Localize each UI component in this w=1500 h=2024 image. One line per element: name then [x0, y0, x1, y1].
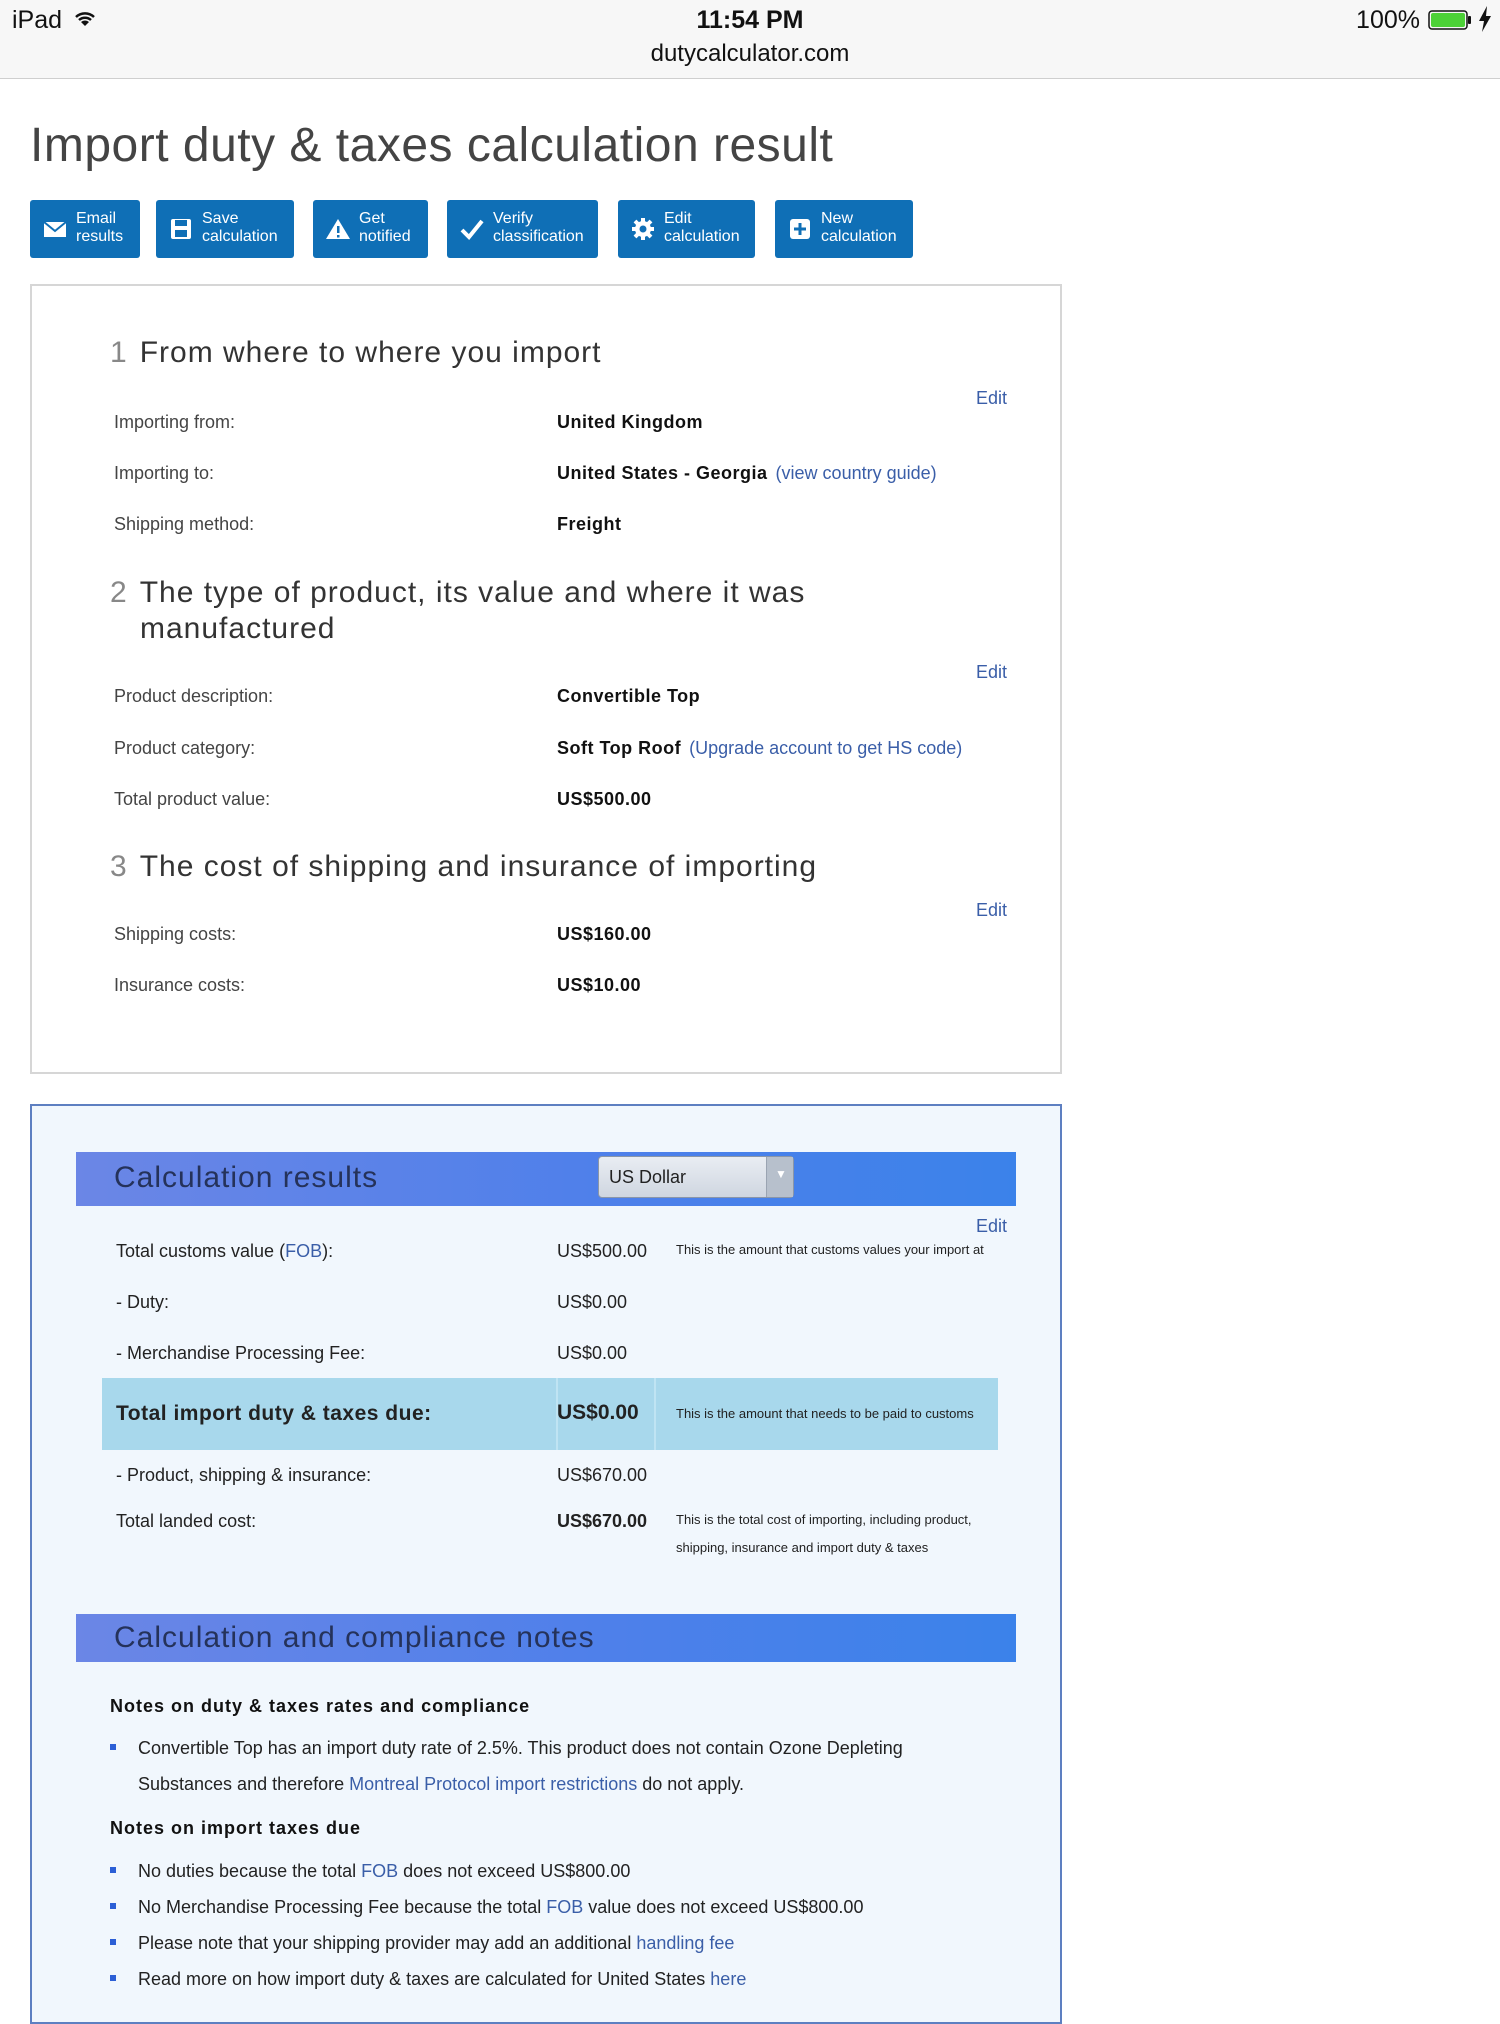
product-shipping-insurance-label: - Product, shipping & insurance:: [116, 1465, 372, 1485]
charging-bolt-icon: [1478, 6, 1492, 32]
chevron-down-icon: ▼: [766, 1157, 793, 1197]
total-product-value: US$500.00: [557, 789, 652, 809]
results-title: Calculation results: [114, 1161, 379, 1194]
fob-link[interactable]: FOB: [361, 1861, 399, 1881]
verify-classification-button[interactable]: [447, 200, 598, 258]
results-header-band: [76, 1152, 1016, 1206]
note-item-no-duties: No duties because the total FOB does not exceed US$800.00: [138, 1861, 631, 1881]
page-title: Import duty & taxes calculation result: [30, 119, 834, 173]
shipping-costs-label: Shipping costs:: [114, 924, 237, 944]
battery-percent: 100%: [1356, 6, 1420, 34]
address-bar[interactable]: dutycalculator.com: [650, 40, 850, 67]
read-more-here-link[interactable]: here: [710, 1969, 747, 1989]
customs-value: US$500.00: [557, 1241, 648, 1261]
section-1-heading: 1 From where to where you import: [110, 336, 602, 369]
verify-classification-label: Verify classification: [493, 210, 584, 245]
bullet-marker: [110, 1975, 116, 1981]
customs-value-label: Total customs value (FOB):: [116, 1241, 334, 1261]
section-3-heading: 3 The cost of shipping and insurance of importing: [110, 850, 818, 883]
product-shipping-insurance-value: US$670.00: [557, 1465, 648, 1485]
total-product-value-label: Total product value:: [114, 789, 271, 809]
total-due-label: Total import duty & taxes due:: [116, 1402, 432, 1425]
section-2-heading: 2 The type of product, its value and where it was manufactured: [110, 576, 806, 645]
product-category-label: Product category:: [114, 738, 256, 758]
floppy-disk-icon: [168, 216, 194, 242]
landed-cost-value: US$670.00: [557, 1511, 648, 1531]
bullet-marker: [110, 1903, 116, 1909]
battery-icon: [1428, 10, 1472, 30]
note-item-no-mpf: No Merchandise Processing Fee because the total FOB value does not exceed US$800.00: [138, 1897, 864, 1917]
shipping-costs-value: US$160.00: [557, 924, 652, 944]
total-due-value: US$0.00: [557, 1401, 639, 1424]
total-due-note: This is the amount that needs to be paid to customs: [676, 1406, 974, 1421]
note-item-duty-rate: Convertible Top has an import duty rate of 2.5%. This product does not contain Ozone Depleting Substances and therefore Montreal Protocol import restrictions do not apply.: [138, 1738, 903, 1794]
insurance-costs-label: Insurance costs:: [114, 975, 246, 995]
edit-calculation-label: Edit calculation: [664, 210, 740, 245]
customs-value-note: This is the amount that customs values your import at: [676, 1242, 984, 1257]
shipping-method-label: Shipping method:: [114, 514, 255, 534]
montreal-protocol-link[interactable]: Montreal Protocol import restrictions: [349, 1774, 638, 1794]
section-3-edit-link[interactable]: Edit: [976, 900, 1008, 920]
envelope-icon: [42, 216, 68, 242]
currency-selected-value: US Dollar: [609, 1167, 687, 1187]
product-description-label: Product description:: [114, 686, 274, 706]
gear-icon: [630, 216, 656, 242]
save-calculation-label: Save calculation: [202, 210, 278, 245]
checkmark-icon: [459, 216, 485, 242]
handling-fee-link[interactable]: handling fee: [636, 1933, 735, 1953]
importing-to-value: United States - Georgia (view country guide): [557, 463, 937, 483]
edit-calculation-button[interactable]: [618, 200, 755, 258]
new-calculation-label: New calculation: [821, 210, 897, 245]
product-description-value: Convertible Top: [557, 686, 701, 706]
view-country-guide-link[interactable]: view country guide: [781, 463, 931, 483]
device-name: iPad: [12, 6, 63, 34]
new-calculation-button[interactable]: [775, 200, 913, 258]
upgrade-account-link[interactable]: Upgrade account to get HS code: [695, 738, 957, 758]
section-2-edit-link[interactable]: Edit: [976, 662, 1008, 682]
shipping-method-value: Freight: [557, 514, 622, 534]
warning-icon: [325, 216, 351, 242]
clock: 11:54 PM: [696, 6, 804, 34]
bullet-marker: [110, 1744, 116, 1750]
bullet-marker: [110, 1939, 116, 1945]
duty-label: - Duty:: [116, 1292, 170, 1312]
duty-value: US$0.00: [557, 1292, 628, 1312]
save-calculation-button[interactable]: [156, 200, 294, 258]
note-item-handling-fee: Please note that your shipping provider may add an additional handling fee: [138, 1933, 735, 1953]
notes-heading-rates: Notes on duty & taxes rates and compliance: [110, 1696, 531, 1716]
results-edit-link[interactable]: Edit: [976, 1216, 1008, 1236]
get-notified-button[interactable]: [313, 200, 428, 258]
bullet-marker: [110, 1867, 116, 1873]
importing-from-value: United Kingdom: [557, 412, 703, 432]
mpf-value: US$0.00: [557, 1343, 628, 1363]
landed-cost-note: This is the total cost of importing, including product, shipping, insurance and import duty & taxes: [676, 1512, 972, 1555]
mpf-label: - Merchandise Processing Fee:: [116, 1343, 366, 1363]
plus-icon: [787, 216, 813, 242]
section-1-edit-link[interactable]: Edit: [976, 388, 1008, 408]
fob-link[interactable]: FOB: [285, 1241, 323, 1261]
input-summary-panel: [30, 284, 1062, 1074]
product-category-value: Soft Top Roof (Upgrade account to get HS code): [557, 738, 963, 758]
email-results-label: Email results: [76, 210, 124, 245]
get-notified-label: Get notified: [359, 210, 411, 245]
email-results-button[interactable]: [30, 200, 140, 258]
row-divider: [654, 1378, 656, 1450]
fob-link[interactable]: FOB: [546, 1897, 584, 1917]
importing-from-label: Importing from:: [114, 412, 236, 432]
currency-select[interactable]: [598, 1156, 794, 1198]
status-bar: [0, 0, 1500, 79]
insurance-costs-value: US$10.00: [557, 975, 642, 995]
landed-cost-label: Total landed cost:: [116, 1511, 257, 1531]
notes-heading-taxes: Notes on import taxes due: [110, 1818, 362, 1838]
note-item-read-more: Read more on how import duty & taxes are calculated for United States here: [138, 1969, 747, 1989]
notes-header-band: [76, 1614, 1016, 1662]
notes-title: Calculation and compliance notes: [114, 1621, 595, 1654]
importing-to-label: Importing to:: [114, 463, 215, 483]
